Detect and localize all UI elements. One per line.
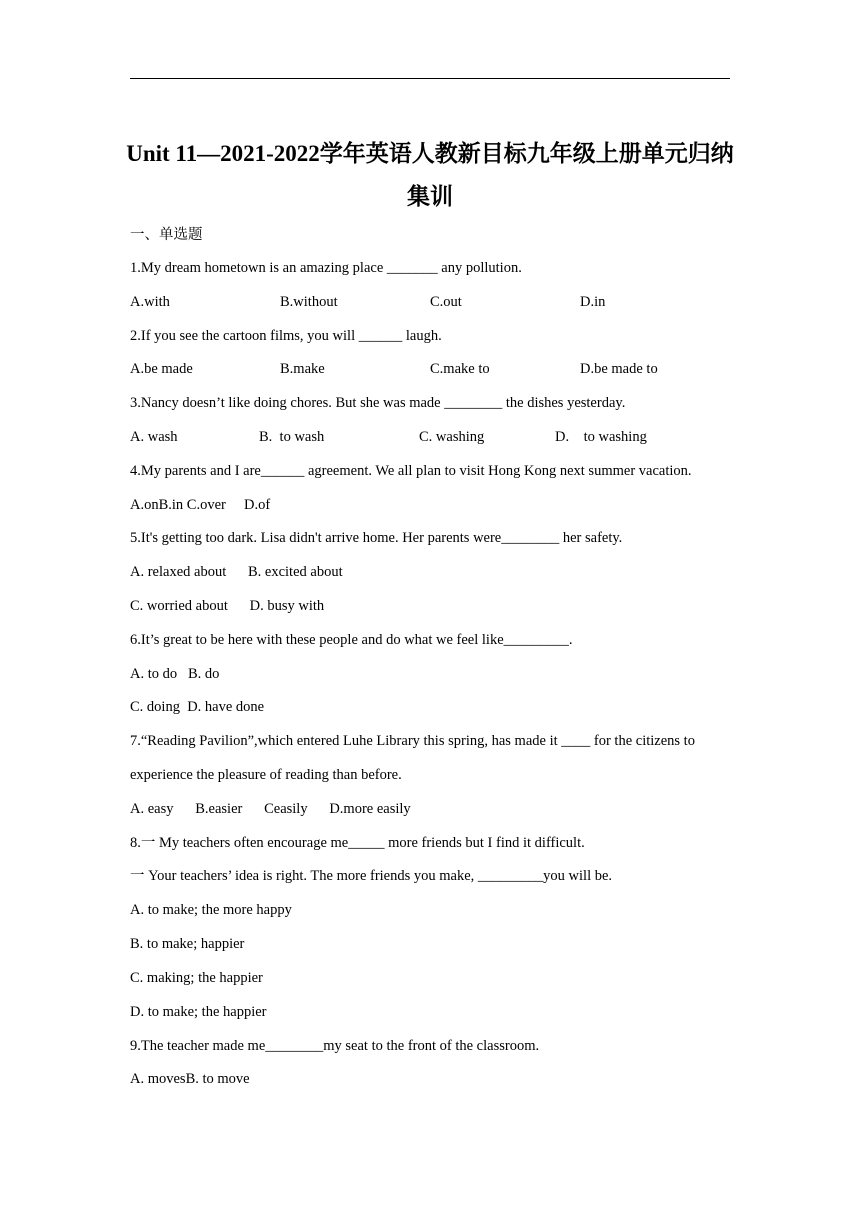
question-3-option-d: D. to washing bbox=[555, 429, 647, 445]
question-3-stem: 3.Nancy doesn’t like doing chores. But she was made ________ the dishes yesterday. bbox=[130, 395, 626, 411]
question-8-stem-line-2: 一 Your teachers’ idea is right. The more friends you make, _________you will be. bbox=[130, 868, 613, 884]
question-1-option-c: C.out bbox=[430, 294, 462, 310]
question-7-stem-line-2: experience the pleasure of reading than before. bbox=[130, 767, 402, 783]
question-3-option-c: C. washing bbox=[419, 429, 485, 445]
question-6-stem: 6.It’s great to be here with these people and do what we feel like_________. bbox=[130, 632, 573, 648]
question-6-options-row-1: A. to do B. do bbox=[130, 666, 220, 682]
question-1-option-d: D.in bbox=[580, 294, 606, 310]
question-7-stem-line-1: 7.“Reading Pavilion”,which entered Luhe Library this spring, has made it ____ for the citizens to bbox=[130, 733, 695, 749]
question-5-options-row-1: A. relaxed about B. excited about bbox=[130, 564, 343, 580]
question-2-option-c: C.make to bbox=[430, 361, 490, 377]
question-2-option-a: A.be made bbox=[130, 361, 193, 377]
header-rule bbox=[130, 78, 730, 79]
question-8-option-b: B. to make; happier bbox=[130, 936, 245, 952]
question-9-options: A. movesB. to move bbox=[130, 1071, 250, 1087]
question-8-option-c: C. making; the happier bbox=[130, 970, 263, 986]
question-3-option-a: A. wash bbox=[130, 429, 178, 445]
question-2-stem: 2.If you see the cartoon films, you will ______ laugh. bbox=[130, 328, 442, 344]
question-2-option-d: D.be made to bbox=[580, 361, 658, 377]
question-4-stem: 4.My parents and I are______ agreement. We all plan to visit Hong Kong next summer vacation. bbox=[130, 463, 692, 479]
question-3-option-b: B. to wash bbox=[259, 429, 325, 445]
document-title: Unit 11—2021-2022学年英语人教新目标九年级上册单元归纳集训 bbox=[126, 141, 734, 209]
question-1-option-b: B.without bbox=[280, 294, 338, 310]
section-heading: 一、单选题 bbox=[130, 227, 203, 243]
question-2-option-b: B.make bbox=[280, 361, 325, 377]
question-8-option-a: A. to make; the more happy bbox=[130, 902, 292, 918]
question-4-options: A.onB.in C.over D.of bbox=[130, 497, 271, 513]
question-5-options-row-2: C. worried about D. busy with bbox=[130, 598, 325, 614]
question-5-stem: 5.It's getting too dark. Lisa didn't arrive home. Her parents were________ her safety. bbox=[130, 530, 623, 546]
question-8-option-d: D. to make; the happier bbox=[130, 1004, 267, 1020]
question-1-stem: 1.My dream hometown is an amazing place _______ any pollution. bbox=[130, 260, 522, 276]
question-6-options-row-2: C. doing D. have done bbox=[130, 699, 265, 715]
question-1-option-a: A.with bbox=[130, 294, 170, 310]
question-9-stem: 9.The teacher made me________my seat to the front of the classroom. bbox=[130, 1038, 540, 1054]
question-7-options: A. easy B.easier Ceasily D.more easily bbox=[130, 801, 411, 817]
question-8-stem-line-1: 8.一 My teachers often encourage me_____ more friends but I find it difficult. bbox=[130, 835, 585, 851]
